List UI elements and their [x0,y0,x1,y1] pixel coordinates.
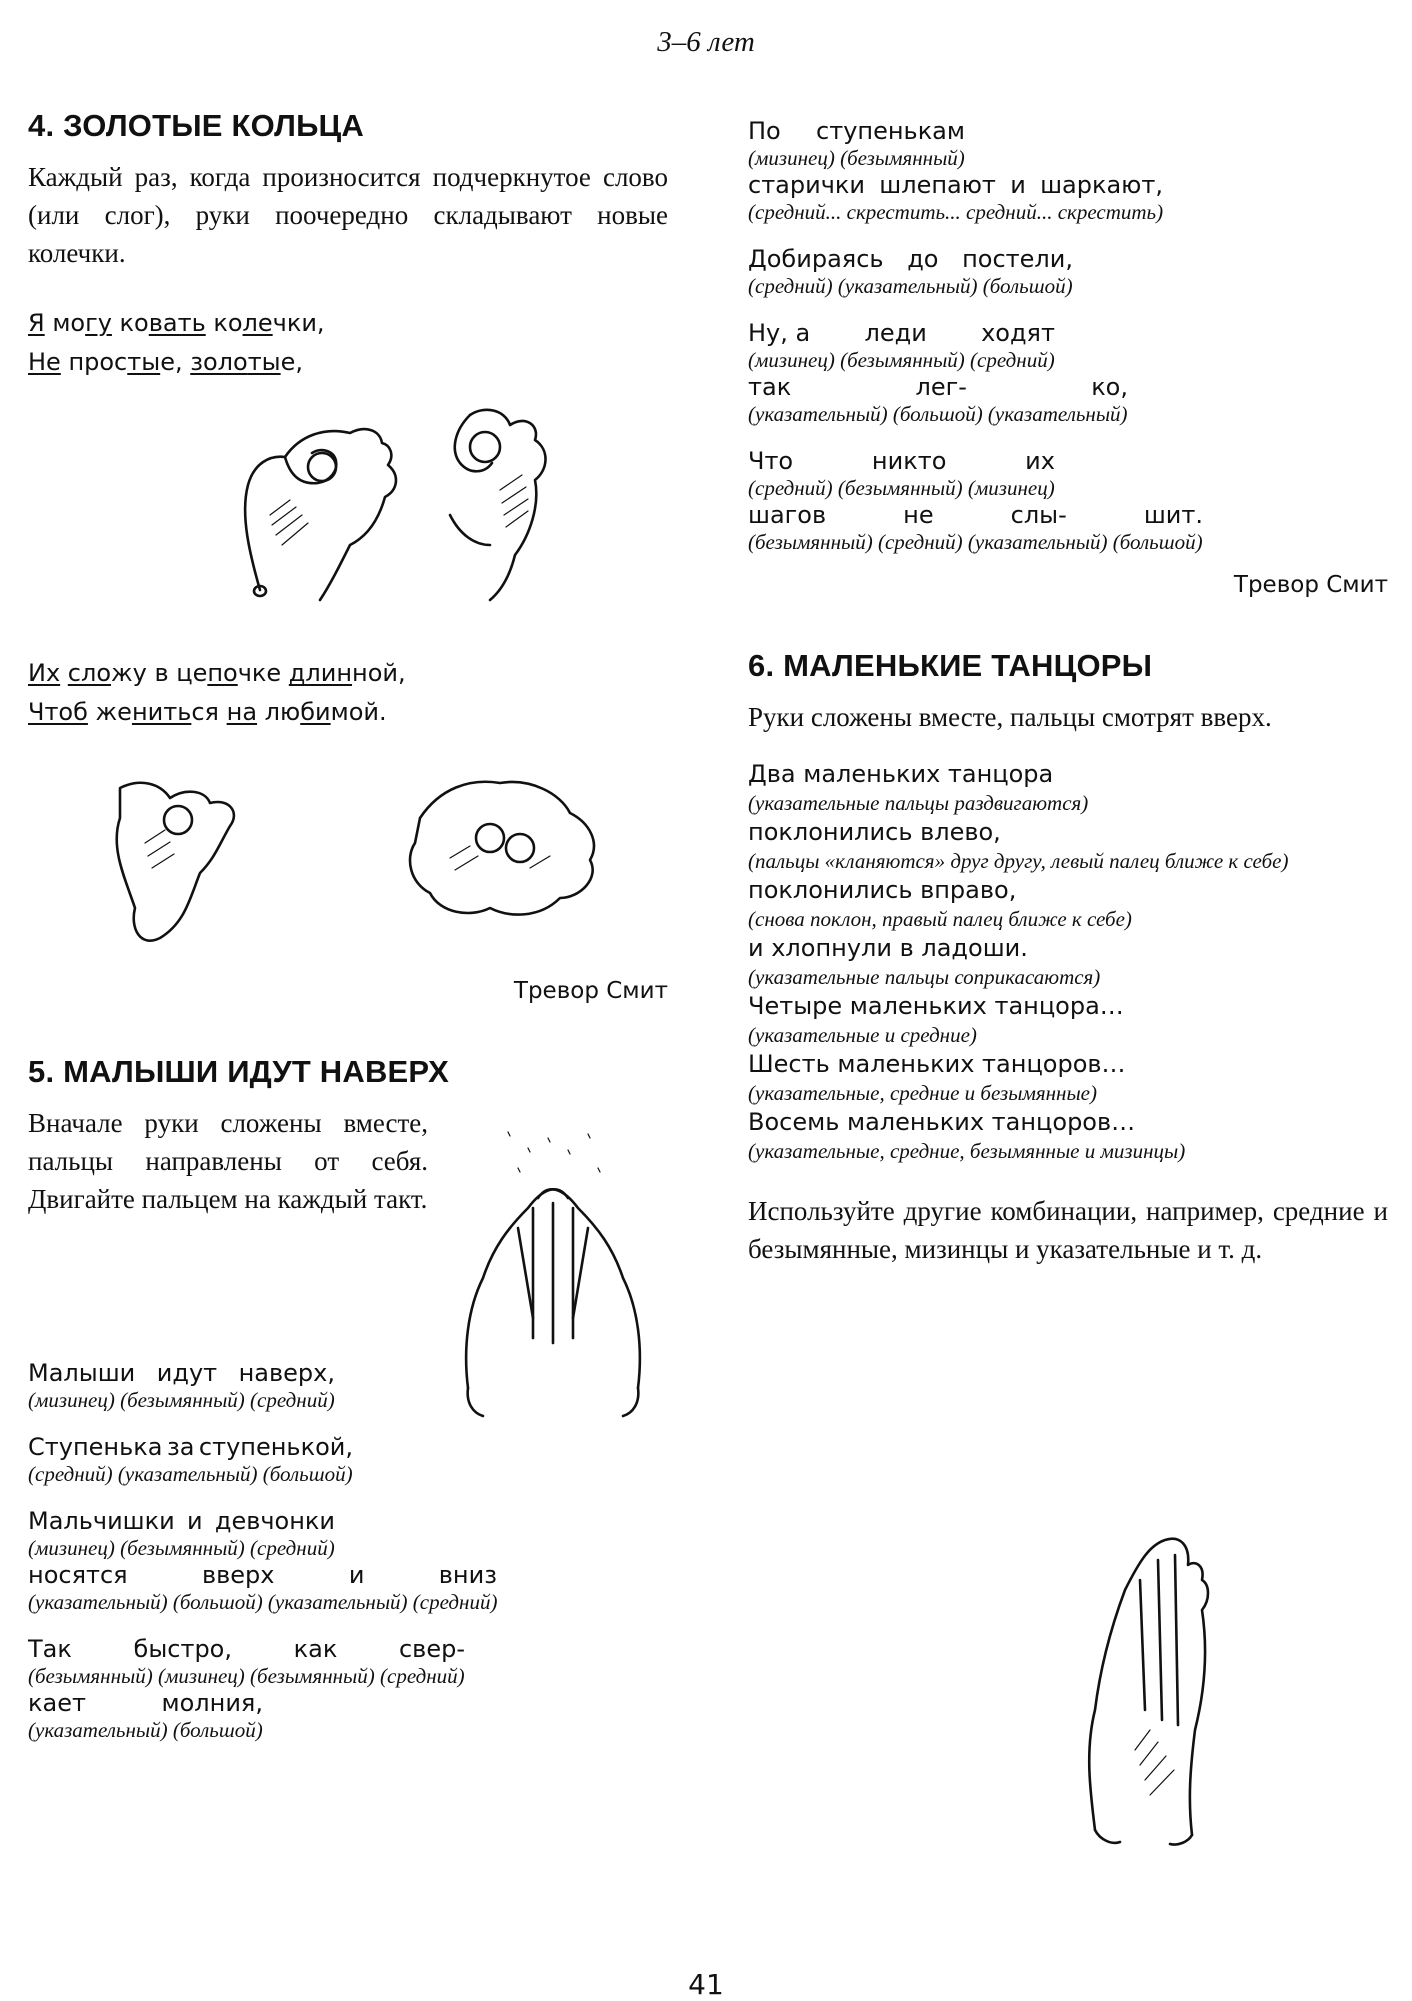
verse-line [748,500,1203,530]
verse-line [28,1432,353,1462]
dance-comment: (указательные, средние, безымянные и мизинцы) [748,1139,1186,1163]
verse-word: кает [28,1689,86,1717]
underlined-syllable: по [207,659,238,687]
section4-title: 4. ЗОЛОТЫЕ КОЛЬЦА [28,108,364,143]
underlined-syllable: Я [28,309,45,337]
verse-line [28,1688,263,1718]
verse-line [28,343,668,382]
stanza [748,446,1388,554]
verse-word: ходят [981,319,1055,347]
finger-annotation: (безымянный) (средний) (указательный) (большой) [748,530,1203,554]
dance-line: Два маленьких танцора [748,760,1054,788]
underlined-syllable: ты [247,348,281,376]
dance-comment: (указательные пальцы соприкасаются) [748,965,1101,989]
verse-word: молния, [161,1689,263,1717]
verse-word: до [907,245,939,273]
underlined-syllable: Чтоб [28,698,88,726]
verse-line [28,1634,465,1664]
hands-together-illustration [448,1128,658,1428]
underlined-syllable: вать [148,309,206,337]
verse-word: девчонки [214,1507,335,1535]
underlined-syllable: ты [127,348,161,376]
verse-word: вниз [438,1561,497,1589]
verse-text: жу в це [111,659,208,687]
underlined-syllable: ле [242,309,273,337]
stanza [28,1506,668,1614]
finger-annotation: (средний... скрестить... средний... скрестить) [748,200,1164,224]
underlined-syllable: Их [28,659,61,687]
verse-line [748,372,1128,402]
verse-word: ступенькой, [198,1433,353,1461]
verse-text: прос [60,348,128,376]
stanza [28,1634,668,1742]
verse-word: и [186,1507,203,1535]
section4-author: Тревор Смит [513,978,668,1004]
section6-outro: Используйте другие комбинации, например, средние и безымянные, мизинцы и указательные и т. д. [748,1196,1388,1264]
verse-word: Так [28,1635,72,1663]
dance-comment: (пальцы «кланяются» друг другу, левый палец ближе к себе) [748,849,1289,873]
verse-word: носятся [28,1561,128,1589]
verse-word: леди [864,319,927,347]
verse-text: мо [44,309,86,337]
verse-word: ко, [1091,373,1128,401]
section4-verse1 [28,304,668,382]
right-column [748,116,1388,1268]
verse-text: чке [237,659,289,687]
underlined-syllable: золо [190,348,248,376]
verse-line [28,1506,335,1536]
running-head: 3–6 лет [657,26,755,58]
dance-comment: (указательные пальцы раздвигаются) [748,791,1089,815]
verse-text: лю [257,698,301,726]
verse-line [748,318,1055,348]
verse-word: наверх, [238,1359,335,1387]
verse-word: свер- [398,1635,465,1663]
verse-word: слы- [1010,501,1067,529]
underlined-syllable: на [226,698,258,726]
verse-text: е, [160,348,191,376]
verse-word: Добираясь [748,245,884,273]
verse-line [28,1560,497,1590]
section5-continued [748,116,1388,554]
verse-word: По [748,117,781,145]
verse-line [28,1358,335,1388]
verse-word: старички [748,171,865,199]
verse-word: шагов [748,501,827,529]
verse-word: так [748,373,792,401]
verse-text: чки, [272,309,325,337]
verse-word: шаркают, [1040,171,1163,199]
praying-hands-illustration [1040,1520,1230,1850]
left-hand-ring-illustration [230,405,410,605]
underlined-syllable: гу [85,309,112,337]
verse-line [28,654,668,693]
dance-line: Четыре маленьких танцора… [748,992,1124,1020]
finger-annotation: (указательный) (большой) (указательный) (средний) [28,1590,498,1614]
verse-word: Ну, а [748,319,811,347]
verse-text: же [87,698,132,726]
finger-annotation: (мизинец) (безымянный) [748,146,965,170]
underlined-syllable: сло [67,659,112,687]
verse-word: постели, [962,245,1073,273]
verse-word: лег- [915,373,967,401]
verse-text: ся [191,698,227,726]
finger-annotation: (указательный) (большой) (указательный) [748,402,1128,426]
section5-intro: Вначале руки сложены вместе, пальцы направлены от себя. Двигайте пальцем на каждый такт. [28,1108,428,1214]
underlined-syllable: Не [28,348,61,376]
finger-annotation: (мизинец) (безымянный) (средний) [28,1388,335,1412]
section6-intro: Руки сложены вместе, пальцы смотрят вверх. [748,702,1272,732]
verse-line [748,170,1163,200]
dance-line: Восемь маленьких танцоров… [748,1108,1136,1136]
underlined-syllable: длин [288,659,353,687]
verse-line [748,116,965,146]
dance-line: Шесть маленьких танцоров… [748,1050,1126,1078]
dance-comment: (снова поклон, правый палец ближе к себе) [748,907,1132,931]
verse-line [748,244,1073,274]
verse-line [748,446,1055,476]
verse-word: Ступенька [28,1433,163,1461]
finger-annotation: (средний) (указательный) (большой) [748,274,1073,298]
verse-word: идут [156,1359,218,1387]
finger-annotation: (мизинец) (безымянный) (средний) [28,1536,335,1560]
right-hand-ring-illustration [430,395,580,605]
verse-word: и [1010,171,1026,199]
verse-word: за [166,1433,195,1461]
verse-word: как [293,1635,338,1663]
section6-lines [748,758,1388,1164]
dance-comment: (указательные, средние и безымянные) [748,1081,1097,1105]
finger-annotation: (мизинец) (безымянный) (средний) [748,348,1055,372]
finger-annotation: (средний) (безымянный) (мизинец) [748,476,1055,500]
verse-word: ступенькам [816,117,965,145]
finger-annotation: (безымянный) (мизинец) (безымянный) (средний) [28,1664,465,1688]
finger-annotation: (средний) (указательный) (большой) [28,1462,353,1486]
verse-word: Мальчишки [28,1507,175,1535]
verse-line [28,304,668,343]
section6-title: 6. МАЛЕНЬКИЕ ТАНЦОРЫ [748,648,1153,683]
stanza [748,244,1388,298]
verse-text [60,659,68,687]
section5-title: 5. МАЛЫШИ ИДУТ НАВЕРХ [28,1054,449,1089]
verse-word: вверх [201,1561,275,1589]
verse-word: не [903,501,934,529]
verse-word: шит. [1143,501,1203,529]
verse-word: Что [748,447,794,475]
finger-annotation: (указательный) (большой) [28,1718,263,1742]
verse-word: их [1025,447,1055,475]
verse-text: е, [280,348,304,376]
section4-intro: Каждый раз, когда произносится подчеркнутое слово (или слог), руки поочередно складывают новые колечки. [28,162,668,268]
verse-line [28,693,668,732]
stanza [28,1432,668,1486]
underlined-syllable: нить [131,698,192,726]
dance-line: и хлопнули в ладоши. [748,934,1028,962]
dance-line: поклонились вправо, [748,876,1017,904]
dance-comment: (указательные и средние) [748,1023,977,1047]
stanza [748,116,1388,224]
verse-word: Малыши [28,1359,136,1387]
verse-text: мой. [330,698,387,726]
chain-rings-illustration [90,748,650,958]
underlined-syllable: би [300,698,331,726]
section5-author: Тревор Смит [1233,572,1388,598]
section4-verse2 [28,654,668,732]
verse-word: никто [871,447,947,475]
page-number: 41 [688,1968,724,2001]
verse-text: ко [205,309,243,337]
verse-text: ко [111,309,149,337]
verse-text: ной, [352,659,406,687]
stanza [748,318,1388,426]
verse-word: быстро, [133,1635,232,1663]
verse-word: и [348,1561,365,1589]
dance-line: поклонились влево, [748,818,1001,846]
verse-word: шлепают [879,171,996,199]
